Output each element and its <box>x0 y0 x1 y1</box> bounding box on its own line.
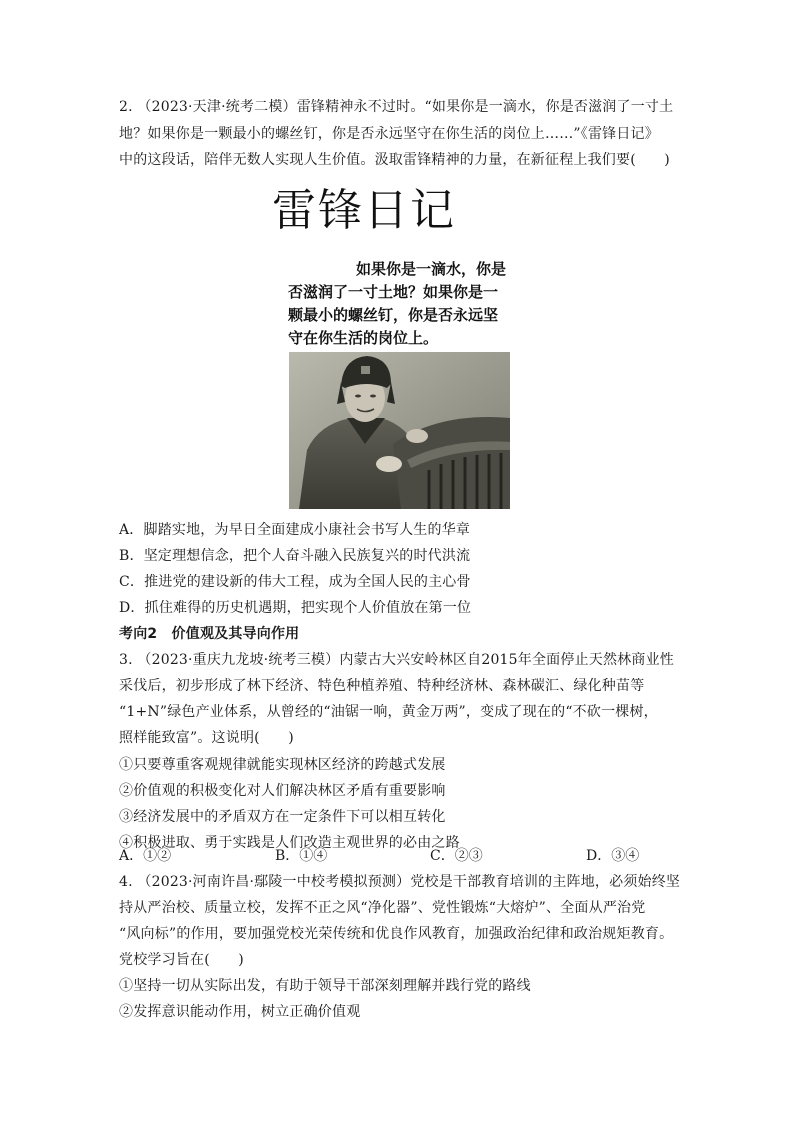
q3-statement-4: ④积极进取、勇于实践是人们改造主观世界的必由之路 <box>119 835 460 851</box>
q3-statement-2: ②价值观的积极变化对人们解决林区矛盾有重要影响 <box>119 783 446 799</box>
figure-quote-line-3: 颗最小的螺丝钉，你是否永远坚 <box>288 306 499 324</box>
q2-stem-line-2: 地？如果你是一颗最小的螺丝钉，你是否永远坚守在你生活的岗位上……”《雷锋日记》 <box>119 126 659 142</box>
q3-stem-line-1: 3. （2023·重庆九龙坡·统考三模）内蒙古大兴安岭林区自2015年全面停止天然林商业性 <box>119 652 674 668</box>
q2-option-a: A．脚踏实地，为早日全面建成小康社会书写人生的华章 <box>119 522 471 538</box>
q4-statement-1: ①坚持一切从实际出发，有助于领导干部深刻理解并践行党的路线 <box>119 978 531 994</box>
q4-stem-line-2: 持从严治校、质量立校，发挥不正之风“净化器”、党性锻炼“大熔炉”、全面从严治党 <box>119 900 646 916</box>
q4-stem-line-4: 党校学习旨在( ) <box>119 952 244 968</box>
q3-choice-c: C．②③ <box>430 848 483 864</box>
figure-quote-line-2: 否滋润了一寸土地？如果你是一 <box>288 283 499 301</box>
figure-quote-line-4: 守在你生活的岗位上。 <box>288 329 439 347</box>
figure-quote-line-1: 如果你是一滴水，你是 <box>356 260 507 278</box>
q3-stem-line-4: 照样能致富”。这说明( ) <box>119 730 294 746</box>
figure-title: 雷锋日记 <box>272 185 456 236</box>
q3-stem-line-3: “1+N”绿色产业体系，从曾经的“油锯一响，黄金万两”，变成了现在的“不砍一棵树， <box>119 704 658 720</box>
q2-option-c: C．推进党的建设新的伟大工程，成为全国人民的主心骨 <box>119 574 471 590</box>
q3-choice-b: B．①④ <box>275 848 328 864</box>
q2-stem-line-3: 中的这段话，陪伴无数人实现人生价值。汲取雷锋精神的力量，在新征程上我们要( ) <box>119 152 670 168</box>
section-heading: 考向2 价值观及其导向作用 <box>119 626 300 642</box>
lei-feng-photo <box>289 352 510 509</box>
q2-stem-line-1: 2. （2023·天津·统考二模）雷锋精神永不过时。“如果你是一滴水，你是否滋润了一寸土 <box>119 99 674 115</box>
q3-choice-d: D．③④ <box>586 848 640 864</box>
q2-option-d: D．抓住难得的历史机遇期，把实现个人价值放在第一位 <box>119 600 472 616</box>
q2-option-b: B．坚定理想信念，把个人奋斗融入民族复兴的时代洪流 <box>119 548 471 564</box>
q3-statement-1: ①只要尊重客观规律就能实现林区经济的跨越式发展 <box>119 757 446 773</box>
q4-stem-line-3: “风向标”的作用，要加强党校光荣传统和优良作风教育，加强政治纪律和政治规矩教育。 <box>119 926 674 942</box>
q3-statement-3: ③经济发展中的矛盾双方在一定条件下可以相互转化 <box>119 809 446 825</box>
q3-stem-line-2: 采伐后，初步形成了林下经济、特色种植养殖、特种经济林、森林碳汇、绿化种苗等 <box>119 678 645 694</box>
q3-choice-a: A．①② <box>119 848 172 864</box>
q4-statement-2: ②发挥意识能动作用，树立正确价值观 <box>119 1004 361 1020</box>
q4-stem-line-1: 4. （2023·河南许昌·鄢陵一中校考模拟预测）党校是干部教育培训的主阵地，必须始终坚 <box>119 874 681 890</box>
